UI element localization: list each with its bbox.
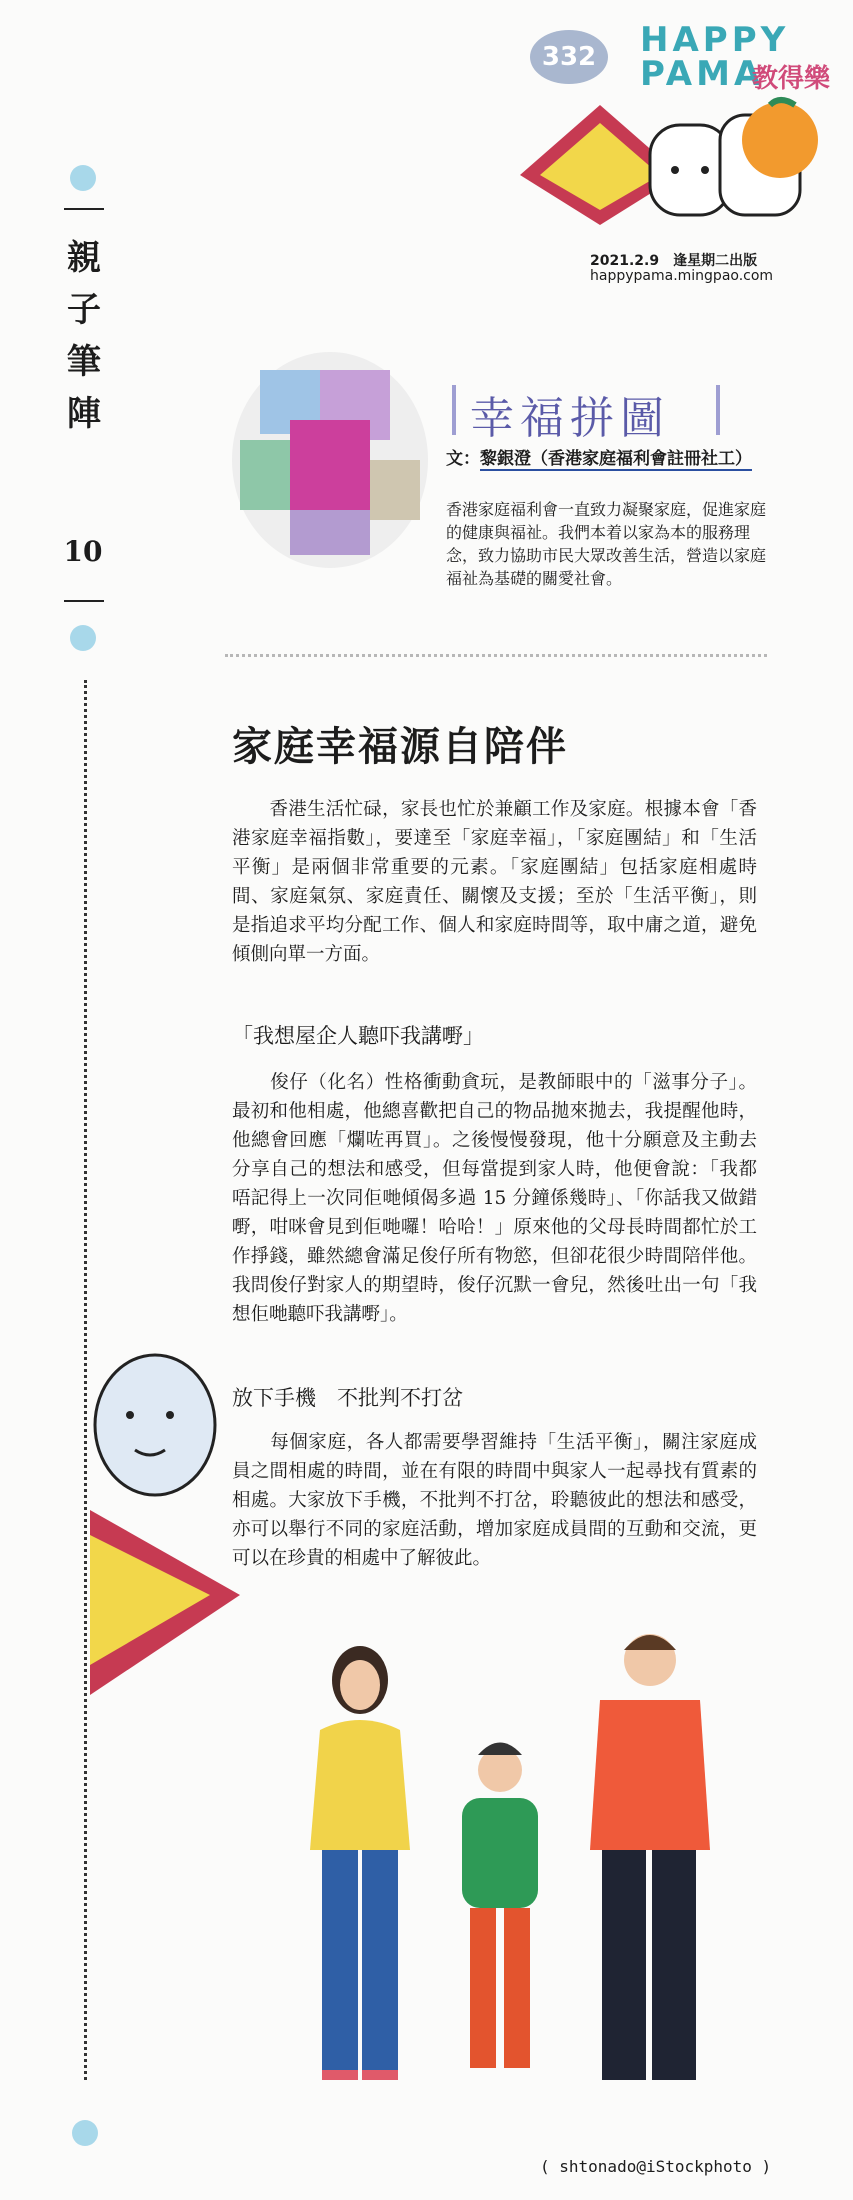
paragraph-1: 香港生活忙碌，家長也忙於兼顧工作及家庭。根據本會「香港家庭幸福指數」，要達至「家庭幸福」，「家庭團結」和「生活平衡」是兩個非常重要的元素。「家庭團結」包括家庭相處時間、家庭氣氛、家庭責任、關懷及支援；至於「生活平衡」，則是指追求平均分配工作、個人和家庭時間等，取中庸之道，避免傾側向單一方面。 bbox=[232, 799, 757, 965]
title-bracket-left bbox=[452, 385, 456, 435]
column-title: 幸福拼圖 bbox=[470, 393, 670, 444]
header-illustration bbox=[520, 95, 820, 230]
author-line bbox=[446, 447, 776, 471]
photo-credit: ( shtonado@iStockphoto ) bbox=[540, 2157, 772, 2176]
divider bbox=[64, 208, 104, 210]
website-url: happypama.mingpao.com bbox=[590, 268, 774, 284]
brand-logo-happy: HAPPY bbox=[640, 20, 790, 60]
paragraph-2: 俊仔（化名）性格衝動貪玩，是教師眼中的「滋事分子」。最初和他相處，他總喜歡把自己的物品拋來拋去，我提醒他時，他總會回應「爛咗再買」。之後慢慢發現，他十分願意及主動去分享自己的想法和感受，但每當提到家人時，他便會說：「我都唔記得上一次同佢哋傾偈多過 15 分鐘係幾時」、「你話我又做錯嘢，咁咪會見到佢哋囉！哈哈！」原來他的父母長時間都忙於工作掙錢，雖然總會滿足俊仔所有物慾，但卻花很少時間陪伴他。我問俊仔對家人的期望時，俊仔沉默一會兒，然後吐出一句「我想佢哋聽吓我講嘢」。 bbox=[232, 1072, 757, 1325]
side-cartoon-illustration bbox=[90, 1345, 240, 1705]
author-prefix: 文： bbox=[446, 449, 480, 469]
page-number: 10 bbox=[63, 535, 103, 568]
puzzle-illustration bbox=[230, 350, 430, 570]
family-illustration bbox=[250, 1620, 750, 2100]
subheading-2: 放下手機 不批判不打岔 bbox=[232, 1386, 463, 1410]
issue-date: 2021.2.9 逢星期二出版 bbox=[590, 253, 758, 269]
paragraph-3: 每個家庭，各人都需要學習維持「生活平衡」，關注家庭成員之間相處的時間，並在有限的時間中與家人一起尋找有質素的相處。大家放下手機，不批判不打岔，聆聽彼此的想法和感受，亦可以舉行不同的家庭活動，增加家庭成員間的互動和交流，更可以在珍貴的相處中了解彼此。 bbox=[232, 1432, 757, 1569]
author-bio: 香港家庭福利會一直致力凝聚家庭，促進家庭的健康與福祉。我們本着以家為本的服務理念，致力協助市民大眾改善生活，營造以家庭福祉為基礎的關愛社會。 bbox=[446, 500, 767, 588]
column-section-title: 親子筆陣 bbox=[67, 238, 101, 434]
subheading-1: 「我想屋企人聽吓我講嘢」 bbox=[232, 1024, 484, 1048]
article-headline: 家庭幸福源自陪伴 bbox=[232, 723, 568, 770]
issue-number-badge: 332 bbox=[530, 30, 608, 84]
dotted-rule bbox=[84, 680, 87, 2080]
divider bbox=[64, 600, 104, 602]
section-divider bbox=[225, 654, 767, 657]
brand-logo-pama: PAMA bbox=[640, 54, 765, 94]
author-name: 黎銀澄（香港家庭福利會註冊社工） bbox=[480, 449, 752, 469]
decor-dot bbox=[70, 625, 96, 651]
brand-logo-chinese: 教得樂 bbox=[752, 64, 831, 94]
decor-dot bbox=[70, 165, 96, 191]
decor-dot bbox=[72, 2120, 98, 2146]
title-bracket-right bbox=[716, 385, 720, 435]
